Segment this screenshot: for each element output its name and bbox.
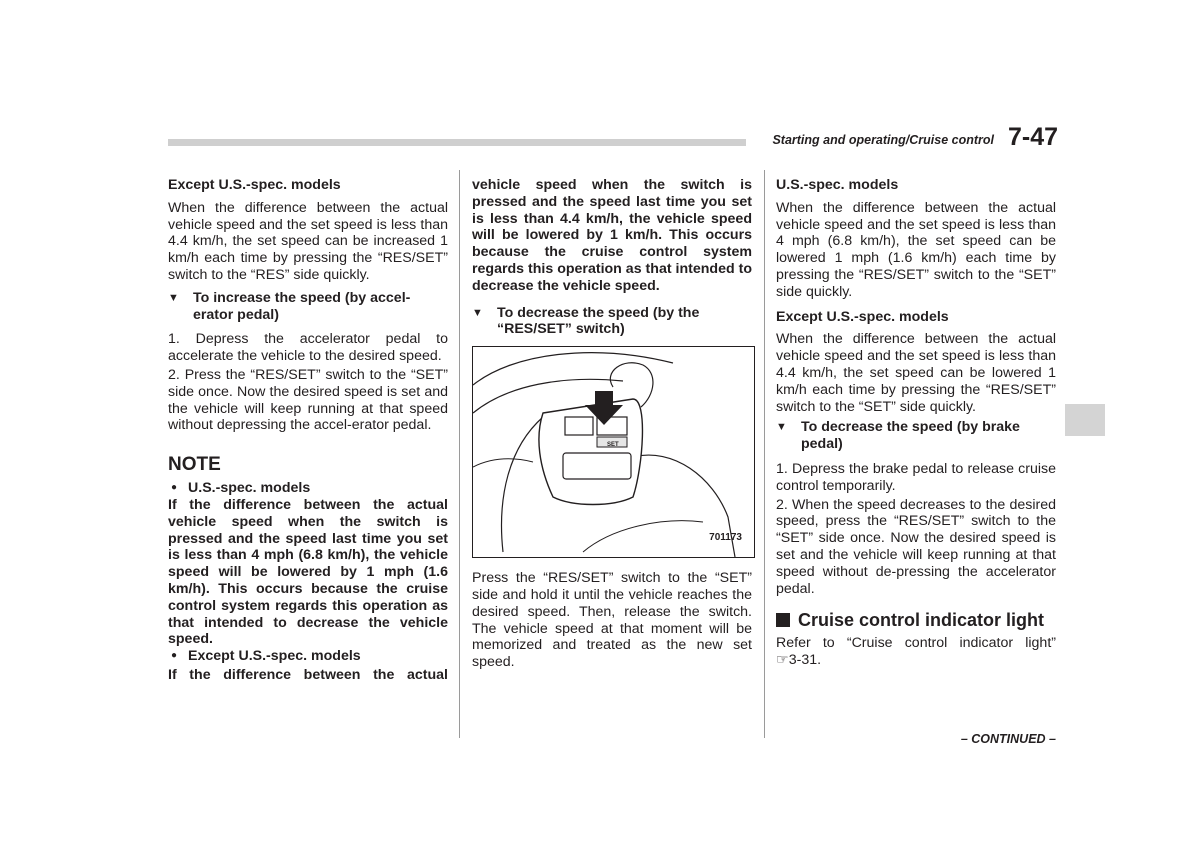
reference-page: 3-31. <box>788 652 822 669</box>
subheading: U.S.-spec. models <box>776 177 899 193</box>
column-divider <box>764 170 765 738</box>
column-2 <box>472 177 752 677</box>
procedure-heading: ▼ To increase the speed (by accel-erator pedal) <box>168 289 411 323</box>
triangle-marker-icon: ▼ <box>776 421 787 434</box>
step: 2. When the speed decreases to the desired speed, press the “RES/SET” switch to the “SET” side once. Now the desired speed is set and the vehicle will keep running at that speed without de-pressing the accelerator pedal. <box>776 496 1056 597</box>
switch-label: SET <box>607 442 619 449</box>
step: 2. Press the “RES/SET” switch to the “SET” side once. Now the desired speed is set and the vehicle will keep running at that speed without depressing the accel-erator pedal. <box>168 366 448 434</box>
figure-code: 701173 <box>709 532 742 544</box>
square-marker-icon <box>776 613 790 627</box>
note-title: NOTE <box>168 454 221 476</box>
note-bullet: ● Except U.S.-spec. models <box>171 648 361 665</box>
procedure-heading: ▼ To decrease the speed (by brake pedal) <box>776 419 1020 453</box>
column-3 <box>776 177 1056 675</box>
note-text: vehicle speed when the switch is pressed and the speed last time you set is less than 4.4 km/h, the vehicle speed will be lowered by 1 km/h. This occurs because the cruise control system regards this operation as that intended to decrease the vehicle speed. <box>472 177 752 294</box>
paragraph: Press the “RES/SET” switch to the “SET” side and hold it until the vehicle reaches the desired speed. Then, release the switch. The vehicle speed at that moment will be memorized and treated as the new set speed. <box>472 570 752 671</box>
section-title: Cruise control indicator light <box>776 609 1056 631</box>
paragraph: When the difference between the actual vehicle speed and the set speed is less than 4.4 km/h, the set speed can be lowered 1 km/h each time by pressing the “RES/SET” switch to the “SET” side quickly. <box>776 331 1056 415</box>
column-divider <box>459 170 460 738</box>
reference-icon: ☞ <box>776 652 789 669</box>
subheading: Except U.S.-spec. models <box>168 177 341 193</box>
continued-label: – CONTINUED – <box>960 732 1056 746</box>
triangle-marker-icon: ▼ <box>168 291 179 304</box>
bullet-dot-icon: ● <box>171 650 178 662</box>
running-header: Starting and operating/Cruise control <box>772 133 994 147</box>
header-rule <box>168 139 746 146</box>
bullet-dot-icon: ● <box>171 482 178 494</box>
page-number: 7-47 <box>1008 123 1059 151</box>
triangle-marker-icon: ▼ <box>472 306 483 319</box>
subheading: Except U.S.-spec. models <box>776 308 949 325</box>
chapter-tab <box>1065 404 1105 436</box>
procedure-heading: ▼ To decrease the speed (by the “RES/SET” switch) <box>472 304 700 338</box>
paragraph: Refer to “Cruise control indicator light” <box>776 635 1056 652</box>
paragraph: When the difference between the actual vehicle speed and the set speed is less than 4 mph (6.8 km/h), the set speed can be lowered 1 mph (1.6 km/h) each time by pressing the “RES/SET” switch to the “SET” side quickly. <box>776 199 1056 300</box>
note-bullet: ● U.S.-spec. models <box>171 480 311 497</box>
note-text: If the difference between the actual vehicle speed when the switch is pressed and the speed last time you set is less than 4 mph (6.8 km/h), the vehicle speed will be lowered by 1 mph (1.6 km/h). This occurs because the cruise control system regards this operation as that intended to decrease the vehicle speed. <box>168 496 448 648</box>
column-1 <box>168 177 448 690</box>
step: 1. Depress the accelerator pedal to accelerate the vehicle to the desired speed. <box>168 331 448 365</box>
steering-switch-figure <box>472 346 755 558</box>
note-text: If the difference between the actual <box>168 666 448 683</box>
page-reference <box>776 652 1056 669</box>
paragraph: When the difference between the actual vehicle speed and the set speed is less than 4.4 km/h, the set speed can be increased 1 km/h each time by pressing the “RES/SET” switch to the “RES” side quickly. <box>168 199 448 283</box>
step: 1. Depress the brake pedal to release cruise control temporarily. <box>776 460 1056 494</box>
